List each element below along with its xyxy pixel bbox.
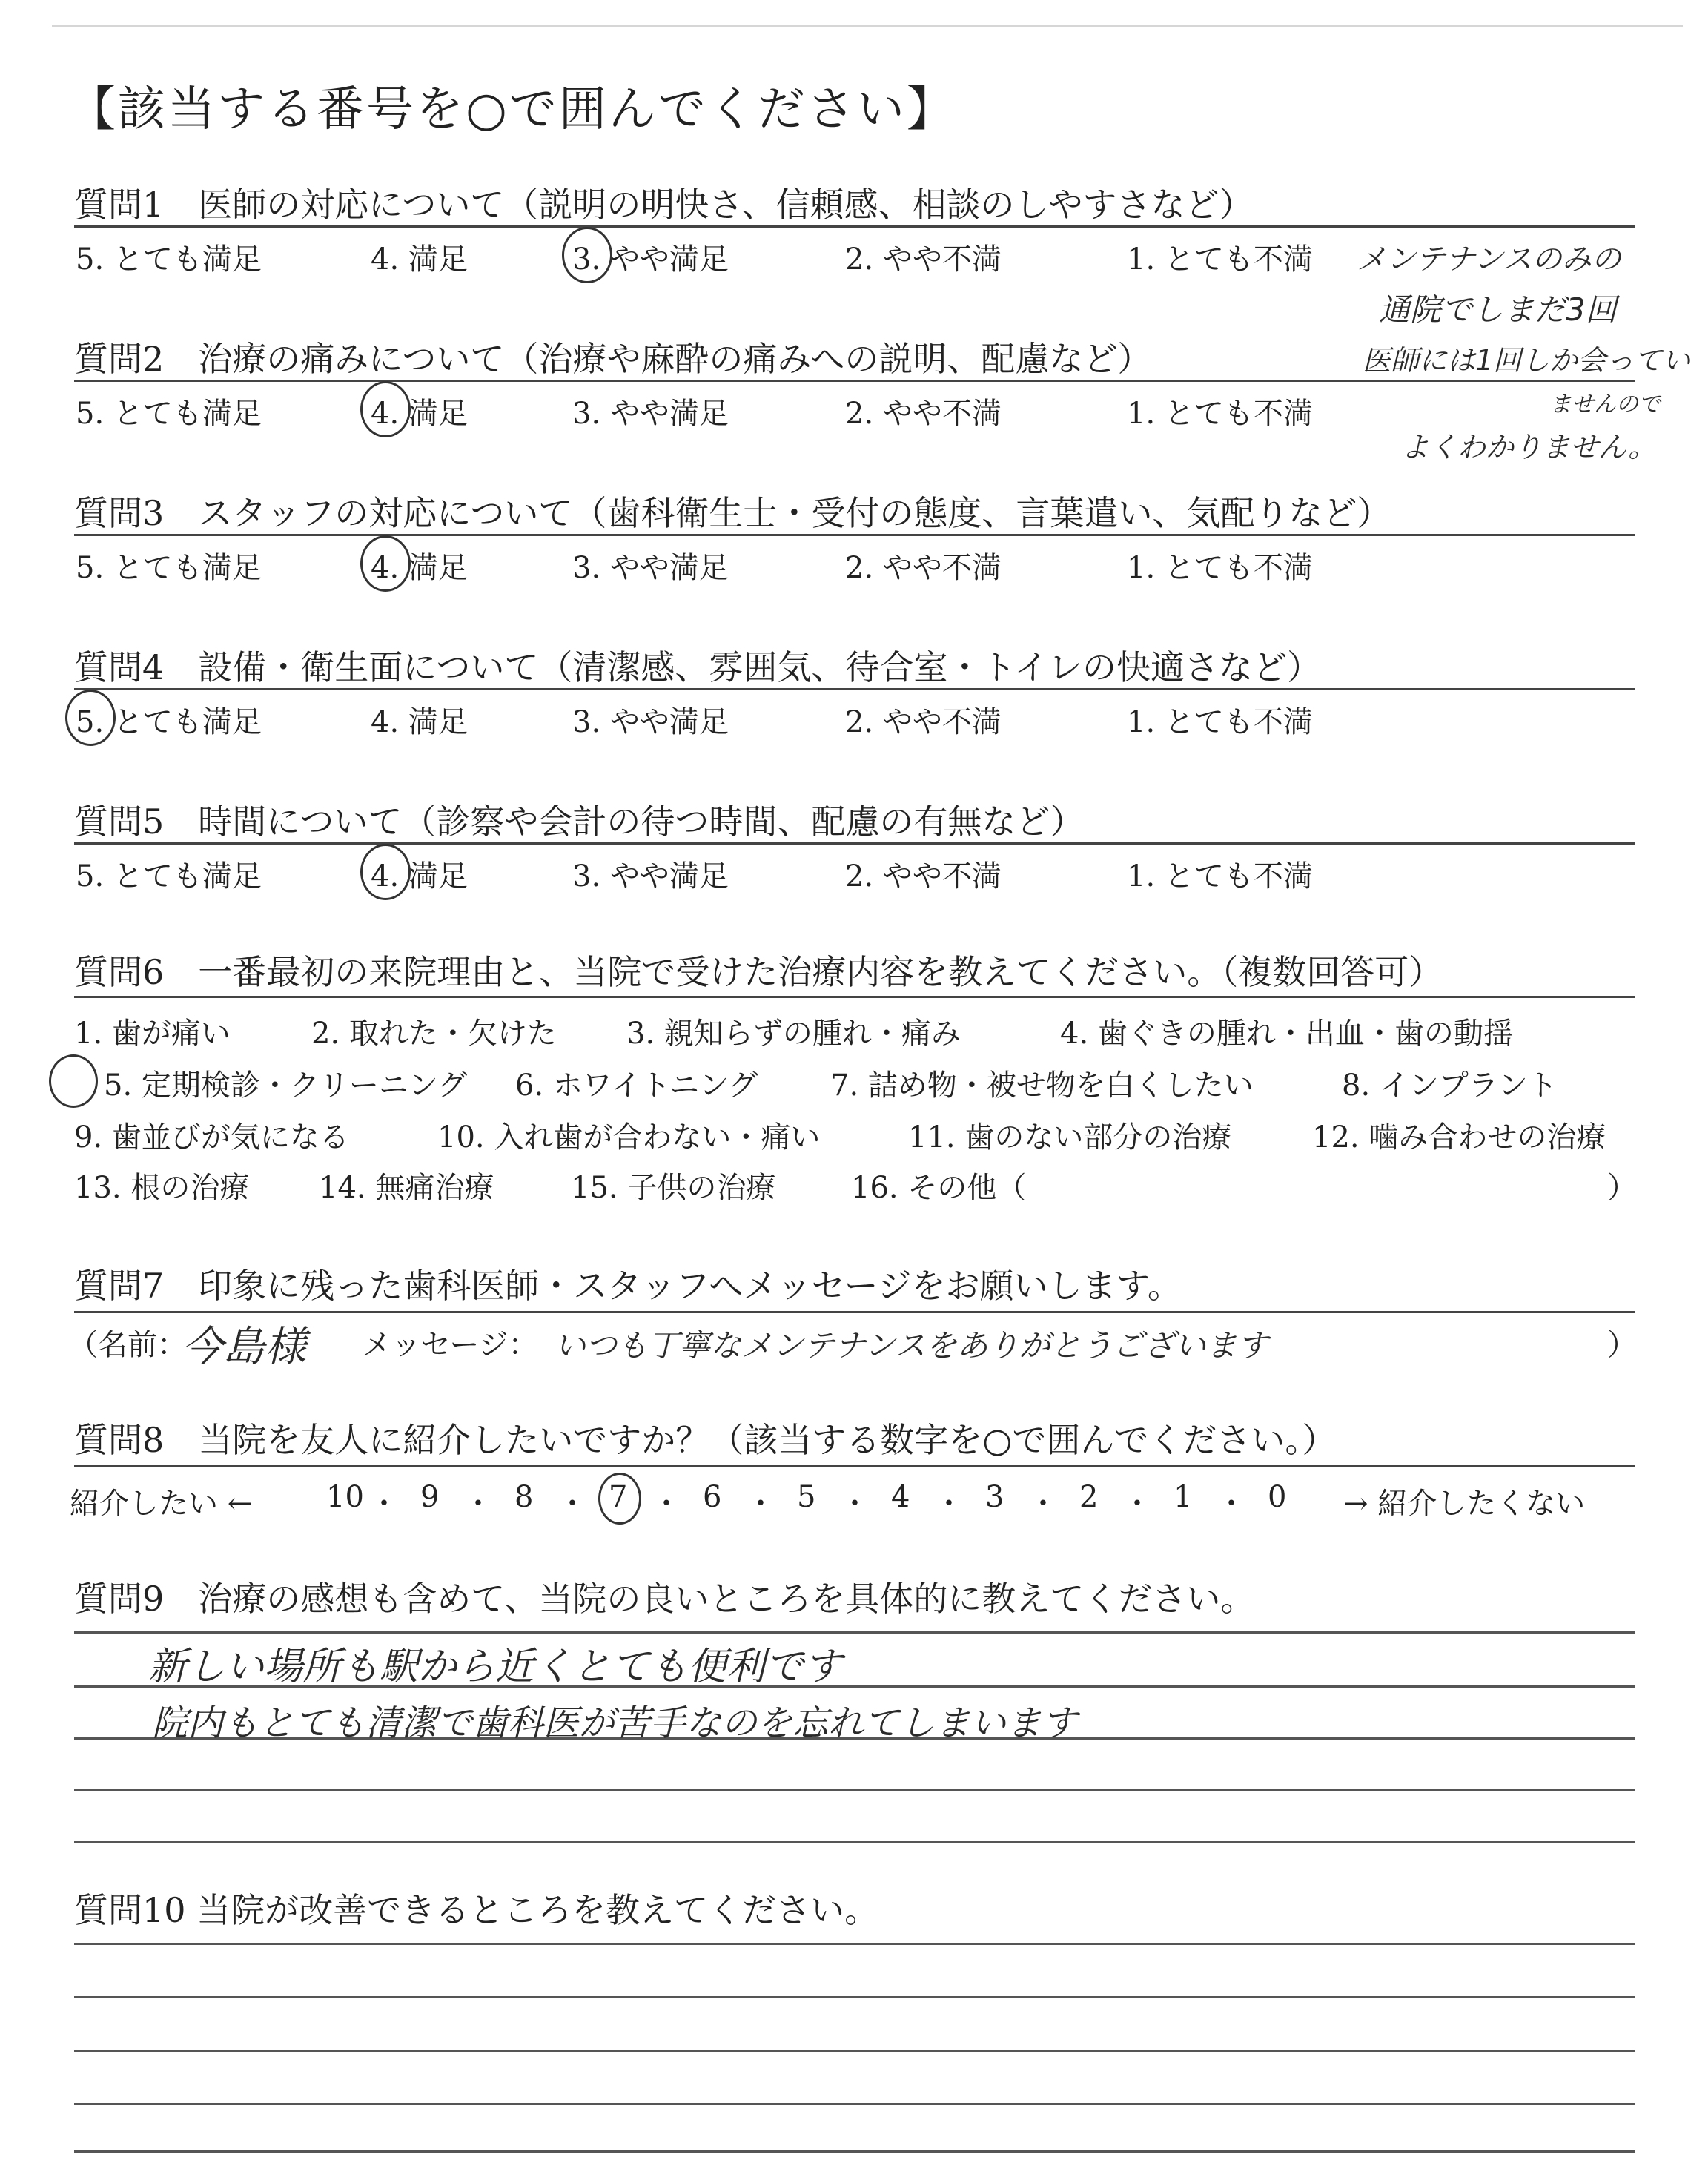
rating-option[interactable]: 5. とても満足 [76,859,262,894]
q10-answer-line [74,1943,1635,1945]
q6-option[interactable]: 5. 定期検診・クリーニング [104,1069,468,1103]
q8-scale-separator: ・ [557,1487,587,1521]
q9-answer-line [74,1841,1635,1843]
rating-option[interactable]: 2. やや不満 [845,397,1002,431]
selected-circle-mark [562,227,612,283]
q8-scale-value[interactable]: 8 [514,1480,534,1514]
rating-option[interactable]: 5. とても満足 [76,551,262,585]
q10-answer-line [74,1996,1635,1998]
q7-name-label: （名前： [68,1328,187,1362]
q9-answer-text[interactable]: 新しい場所も駅から近くとても便利です [148,1645,843,1689]
q8-right-label: → 紹介したくない [1343,1487,1586,1521]
selected-circle-mark [65,690,116,746]
question-5-underline [74,842,1635,845]
question-7-text: 質問7 印象に残った歯科医師・スタッフへメッセージをお願いします。 [74,1266,1182,1306]
selected-circle-mark [360,381,411,437]
question-4-text: 質問4 設備・衛生面について（清潔感、雰囲気、待合室・トイレの快適さなど） [74,647,1322,687]
q6-option[interactable]: 1. 歯が痛い [74,1017,231,1051]
q7-name-value[interactable]: 今島様 [182,1323,306,1371]
q8-scale-value[interactable]: 1 [1174,1480,1193,1514]
question-10-text: 質問10 当院が改善できるところを教えてください。 [74,1890,879,1930]
q6-option[interactable]: 4. 歯ぐきの腫れ・出血・歯の動揺 [1060,1017,1513,1051]
q8-scale-value[interactable]: 3 [985,1480,1004,1514]
q7-close-paren: ） [1607,1328,1637,1362]
side-note-line: 通院でしまだ3回 [1379,291,1617,328]
q8-scale-separator: ・ [1122,1487,1152,1521]
q6-option[interactable]: 16. その他（ [851,1171,1027,1205]
q8-scale-separator: ・ [1028,1487,1058,1521]
q6-option[interactable]: 8. インプラント [1342,1069,1558,1103]
q6-option[interactable]: 14. 無痛治療 [319,1171,494,1205]
q8-scale-value[interactable]: 10 [326,1480,364,1514]
rating-option[interactable]: 4. 満足 [371,242,468,277]
q8-scale-separator: ・ [1217,1487,1246,1521]
top-divider [52,25,1683,27]
question-6-underline [74,996,1635,998]
q6-option[interactable]: 2. 取れた・欠けた [311,1017,557,1051]
q6-option[interactable]: 3. 親知らずの腫れ・痛み [626,1017,961,1051]
q10-answer-line [74,2150,1635,2153]
rating-option[interactable]: 5. とても満足 [76,397,262,431]
selected-circle-mark [598,1473,641,1525]
q8-scale-separator: ・ [934,1487,964,1521]
question-2-underline [74,380,1635,382]
side-note-line: ませんので [1549,392,1661,417]
rating-option[interactable]: 1. とても不満 [1127,705,1313,739]
question-8-underline [74,1465,1635,1467]
question-2-text: 質問2 治療の痛みについて（治療や麻酔の痛みへの説明、配慮など） [74,339,1152,379]
q8-scale-separator: ・ [746,1487,775,1521]
q6-option[interactable]: 6. ホワイトニング [515,1069,758,1103]
q8-scale-value[interactable]: 5 [797,1480,816,1514]
q8-scale-value[interactable]: 2 [1079,1480,1099,1514]
q8-scale-value[interactable]: 6 [703,1480,722,1514]
page-title: 【該当する番号を○で囲んでください】 [68,82,956,137]
rating-option[interactable]: 4. 満足 [371,705,468,739]
question-9-text: 質問9 治療の感想も含めて、当院の良いところを具体的に教えてください。 [74,1579,1255,1619]
rating-option[interactable]: 2. やや不満 [845,551,1002,585]
q6-option[interactable]: 11. 歯のない部分の治療 [908,1120,1232,1155]
question-4-underline [74,688,1635,690]
selected-circle-mark [49,1054,98,1108]
rating-option[interactable]: 2. やや不満 [845,705,1002,739]
rating-option[interactable]: 4. 満足 [371,397,468,431]
rating-option[interactable]: 3. やや満足 [572,242,729,277]
q9-answer-line [74,1789,1635,1791]
rating-option[interactable]: 3. やや満足 [572,551,729,585]
q8-scale-value[interactable]: 4 [891,1480,910,1514]
q6-option[interactable]: 9. 歯並びが気になる [74,1120,349,1155]
q8-scale-separator: ・ [652,1487,681,1521]
q7-message-label: メッセージ： [362,1328,538,1362]
rating-option[interactable]: 1. とても不満 [1127,859,1313,894]
rating-option[interactable]: 2. やや不満 [845,242,1002,277]
question-1-underline [74,225,1635,228]
q6-other-close-paren: ） [1607,1171,1637,1205]
side-note-line: メンテナンスのみの [1357,242,1621,277]
question-3-underline [74,534,1635,536]
side-note-line: 医師には1回しか会ってい [1363,344,1691,377]
rating-option[interactable]: 3. やや満足 [572,859,729,894]
q6-option[interactable]: 10. 入れ歯が合わない・痛い [437,1120,821,1155]
q10-answer-line [74,2050,1635,2052]
q8-left-label: 紹介したい ← [70,1487,253,1521]
rating-option[interactable]: 3. やや満足 [572,705,729,739]
question-8-text: 質問8 当院を友人に紹介したいですか？（該当する数字を○で囲んでください。） [74,1420,1337,1460]
q9-answer-text[interactable]: 院内もとても清潔で歯科医が苦手なのを忘れてしまいます [152,1702,1078,1744]
rating-option[interactable]: 3. やや満足 [572,397,729,431]
selected-circle-mark [360,844,411,900]
question-6-text: 質問6 一番最初の来院理由と、当院で受けた治療内容を教えてください。（複数回答可） [74,952,1443,992]
rating-option[interactable]: 4. 満足 [371,551,468,585]
question-1-text: 質問1 医師の対応について（説明の明快さ、信頼感、相談のしやすさなど） [74,185,1254,225]
q6-option[interactable]: 7. 詰め物・被せ物を白くしたい [830,1069,1254,1103]
side-note-line: よくわかりません。 [1401,431,1657,463]
rating-option[interactable]: 1. とても不満 [1127,242,1313,277]
q8-scale-value[interactable]: 0 [1268,1480,1287,1514]
q8-scale-value[interactable]: 9 [420,1480,440,1514]
selected-circle-mark [360,535,411,592]
q6-option[interactable]: 13. 根の治療 [74,1171,250,1205]
rating-option[interactable]: 1. とても不満 [1127,397,1313,431]
q6-option[interactable]: 15. 子供の治療 [571,1171,776,1205]
q7-message-value[interactable]: いつも丁寧なメンテナンスをありがとうございます [555,1327,1268,1364]
q10-answer-line [74,2103,1635,2105]
question-3-text: 質問3 スタッフの対応について（歯科衛生士・受付の態度、言葉遣い、気配りなど） [74,493,1391,533]
q8-scale-separator: ・ [463,1487,493,1521]
question-10 [0,1883,1708,1972]
question-5-text: 質問5 時間について（診察や会計の待つ時間、配慮の有無など） [74,802,1085,842]
rating-option[interactable]: 4. 満足 [371,859,468,894]
rating-option[interactable]: 5. とても満足 [76,242,262,277]
q8-scale-separator: ・ [369,1487,399,1521]
q8-scale-separator: ・ [840,1487,870,1521]
question-7-underline [74,1311,1635,1313]
rating-option[interactable]: 5. とても満足 [76,705,262,739]
rating-option[interactable]: 2. やや不満 [845,859,1002,894]
q6-option[interactable]: 12. 噛み合わせの治療 [1312,1120,1606,1155]
q8-scale-value[interactable]: 7 [609,1480,628,1514]
rating-option[interactable]: 1. とても不満 [1127,551,1313,585]
q9-answer-line [74,1631,1635,1634]
